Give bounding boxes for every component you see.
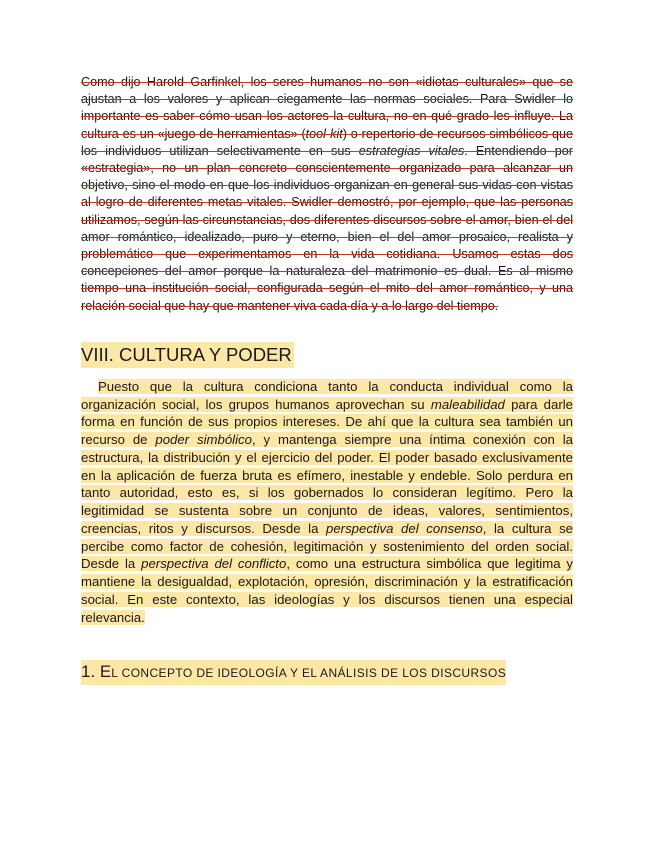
body-text-a-italic: maleabilidad: [430, 396, 505, 412]
struck-text-2: ) o repertorio de recursos simbólicos que los individuos utilizan selectivamente en sus: [81, 126, 573, 158]
body-text-b-italic: poder simbólico: [155, 432, 252, 448]
struck-paragraph: [81, 74, 573, 315]
subsection-first-letter-rest: L: [111, 666, 118, 681]
body-text-c: , y mantenga siempre una íntima conexión con la estructura, la distribución y el ejercicio del poder. El poder basado exclusivamente en la aplicación de fuerza bruta es efímero, inestable y endeble. Solo perdura en tanto autoridad, esto es, si los gobernados lo consideran legítimo. Pero la legitimidad se sustenta sobre un conjunto de ideas, valores, sentimientos, creencias, ritos y discursos. Desde la: [81, 432, 573, 536]
subsection-heading: [81, 660, 506, 685]
struck-text-3: . Entendiendo por «estrategia», no un plan concreto conscientemente organizado para alcanzar un objetivo, sino el modo en que los individuos organizan en general sus vidas con vistas al logro de diferentes metas vitales. Swidler demostró, por ejemplo, que las personas utilizamos, según las circunstancias, dos diferentes discursos sobre el amor, bien el del amor romántico, idealizado, puro y eterno, bien el del amor prosaico, realista y problemático que experimentamos en la vida cotidiana. Usamos estas dos concepciones del amor porque la naturaleza del matrimonio es dual. Es al mismo tiempo una institución social, configurada según el mito del amor romántico, y una relación social que hay que mantener viva cada día y a lo largo del tiempo.: [81, 143, 573, 313]
struck-text-italic-1: tool-kit: [305, 126, 343, 141]
section-heading: VIII. CULTURA Y PODER: [81, 342, 294, 368]
document-page: [81, 74, 573, 685]
body-text-b: para darle forma en función de sus propios intereses. De ahí que la cultura sea también un recurso de: [81, 396, 573, 448]
body-text-a: Puesto que la cultura condiciona tanto la conducta individual como la organización social, los grupos humanos aprovechan su: [81, 378, 573, 412]
body-text-e: , como una estructura simbólica que legitima y mantiene la desigualdad, explotación, opresión, discriminación y la estratificación social. En este contexto, las ideologías y los discursos tienen una especial relevancia.: [81, 556, 573, 625]
body-paragraph: [81, 378, 573, 627]
struck-text-1: Como dijo Harold Garfinkel, los seres humanos no son «idiotas culturales» que se ajustan a los valores y aplican ciegamente las normas sociales. Para Swidler lo importante es saber cómo usan los actores la cultura, no en qué grado les influye. La cultura es un «juego de herramientas» (: [81, 75, 573, 141]
body-text-c-italic: perspectiva del consenso: [326, 520, 483, 536]
subsection-number: 1. E: [81, 662, 112, 682]
body-text-d: , la cultura se percibe como factor de cohesión, legitimación y sostenimiento del orden social. Desde la: [81, 520, 573, 572]
subsection-title: CONCEPTO DE IDEOLOGÍA Y EL ANÁLISIS DE LOS DISCURSOS: [117, 666, 507, 681]
body-text-d-italic: perspectiva del conflicto: [141, 556, 287, 572]
struck-text-italic-2: estrategias vitales: [358, 143, 465, 158]
